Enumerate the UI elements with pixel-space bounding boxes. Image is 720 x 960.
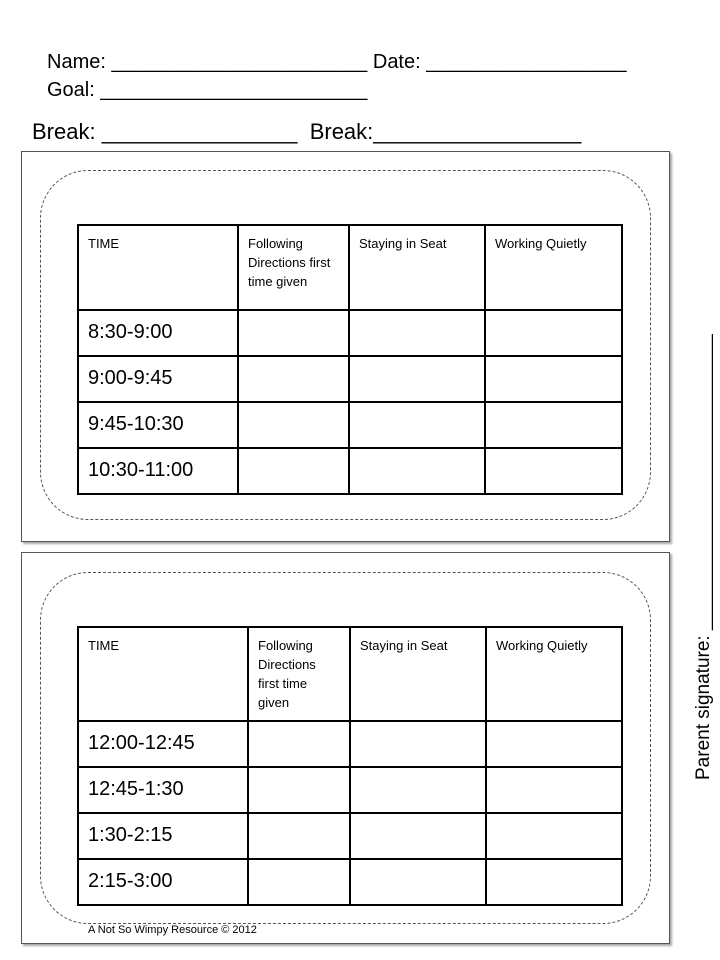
seat-cell[interactable] — [350, 859, 486, 905]
time-slot: 2:15-3:00 — [78, 859, 248, 905]
quiet-cell[interactable] — [485, 310, 622, 356]
col-seat-header: Staying in Seat — [350, 627, 486, 721]
col-time-header: TIME — [78, 627, 248, 721]
quiet-cell[interactable] — [486, 859, 622, 905]
break-2-label: Break: — [297, 119, 374, 144]
afternoon-header-row — [78, 627, 622, 721]
morning-behavior-table — [77, 224, 623, 495]
col-seat-header: Staying in Seat — [349, 225, 485, 310]
directions-cell[interactable] — [238, 402, 349, 448]
name-blank[interactable]: _______________________ — [111, 51, 368, 73]
table-row — [78, 402, 622, 448]
table-row — [78, 356, 622, 402]
date-label: Date: — [367, 51, 427, 73]
seat-cell[interactable] — [350, 813, 486, 859]
directions-cell[interactable] — [238, 356, 349, 402]
date-blank[interactable]: __________________ — [426, 51, 627, 73]
quiet-cell[interactable] — [486, 813, 622, 859]
time-slot: 8:30-9:00 — [78, 310, 238, 356]
quiet-cell[interactable] — [486, 767, 622, 813]
directions-cell[interactable] — [238, 310, 349, 356]
directions-cell[interactable] — [248, 813, 350, 859]
morning-header-row — [78, 225, 622, 310]
parent-signature — [693, 220, 715, 780]
goal-label: Goal: — [47, 79, 101, 101]
time-slot: 12:45-1:30 — [78, 767, 248, 813]
quiet-cell[interactable] — [485, 402, 622, 448]
morning-panel — [21, 151, 670, 542]
quiet-cell[interactable] — [485, 356, 622, 402]
time-slot: 10:30-11:00 — [78, 448, 238, 494]
col-directions-header: Following Directions first time given — [248, 627, 350, 721]
time-slot: 12:00-12:45 — [78, 721, 248, 767]
time-slot: 9:45-10:30 — [78, 402, 238, 448]
col-time-header: TIME — [78, 225, 238, 310]
break-1-blank[interactable]: ________________ — [101, 119, 298, 144]
seat-cell[interactable] — [349, 310, 485, 356]
table-row — [78, 767, 622, 813]
col-directions-header: Following Directions first time given — [238, 225, 349, 310]
time-slot: 1:30-2:15 — [78, 813, 248, 859]
col-quiet-header: Working Quietly — [486, 627, 622, 721]
break-2-blank[interactable]: _________________ — [373, 119, 582, 144]
name-date-line — [47, 50, 626, 74]
quiet-cell[interactable] — [486, 721, 622, 767]
time-slot: 9:00-9:45 — [78, 356, 238, 402]
table-row — [78, 310, 622, 356]
seat-cell[interactable] — [349, 356, 485, 402]
afternoon-panel — [21, 552, 670, 944]
seat-cell[interactable] — [350, 721, 486, 767]
table-row — [78, 721, 622, 767]
directions-cell[interactable] — [248, 721, 350, 767]
col-quiet-header: Working Quietly — [485, 225, 622, 310]
break-line — [32, 120, 581, 144]
afternoon-behavior-table — [77, 626, 623, 906]
parent-signature-label: Parent signature: — [693, 630, 714, 780]
directions-cell[interactable] — [248, 767, 350, 813]
name-label: Name: — [47, 51, 112, 73]
table-row — [78, 813, 622, 859]
goal-line — [47, 78, 367, 102]
directions-cell[interactable] — [238, 448, 349, 494]
seat-cell[interactable] — [349, 402, 485, 448]
break-1-label: Break: — [32, 119, 102, 144]
parent-signature-blank[interactable]: ____________________________ — [693, 334, 714, 631]
directions-cell[interactable] — [248, 859, 350, 905]
table-row — [78, 448, 622, 494]
quiet-cell[interactable] — [485, 448, 622, 494]
seat-cell[interactable] — [350, 767, 486, 813]
table-row — [78, 859, 622, 905]
goal-blank[interactable]: ________________________ — [100, 79, 368, 101]
footer-credit: A Not So Wimpy Resource © 2012 — [88, 924, 257, 936]
seat-cell[interactable] — [349, 448, 485, 494]
